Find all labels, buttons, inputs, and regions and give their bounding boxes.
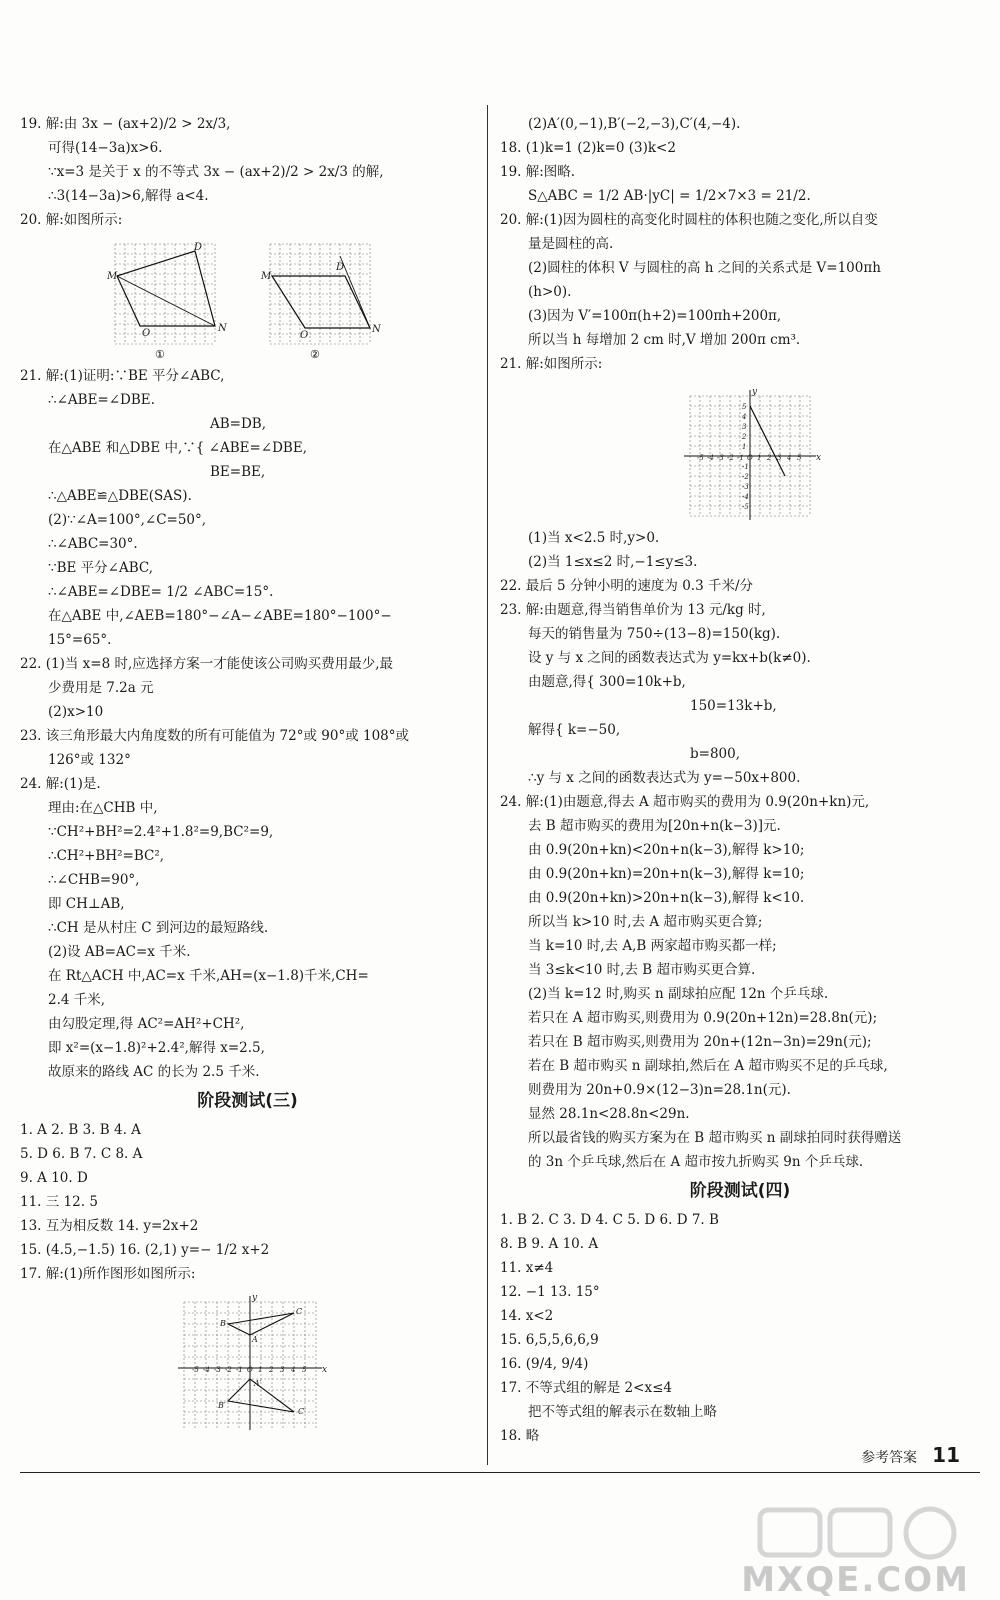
- answer-line: 由勾股定理,得 AC²=AH²+CH²,: [48, 1016, 245, 1032]
- answer-line: 即 CH⊥AB,: [48, 896, 125, 912]
- answer-line: ∴△ABE≌△DBE(SAS).: [48, 488, 192, 504]
- y-tick-label: -3: [742, 483, 749, 491]
- y-axis-label: y: [752, 387, 758, 397]
- answer-line: ∵CH²+BH²=2.4²+1.8²=9,BC²=9,: [48, 824, 274, 840]
- answer-line: ∴∠ABC=30°.: [48, 536, 138, 552]
- answer-line: 由 0.9(20n+kn)=20n+n(k−3),解得 k=10;: [528, 866, 805, 882]
- x-tick-label: 3: [280, 1366, 285, 1374]
- answer-line: 当 k=10 时,去 A,B 两家超市购买都一样;: [528, 938, 777, 954]
- y-tick-label: 3: [742, 423, 747, 431]
- point-label: B: [220, 1319, 226, 1328]
- x-tick-label: -1: [236, 1366, 243, 1374]
- answer-line: 5. D 6. B 7. C 8. A: [20, 1146, 143, 1162]
- answer-line: 17. 不等式组的解是 2<x≤4: [500, 1380, 672, 1396]
- answer-line: 24. 解:(1)由题意,得去 A 超市购买的费用为 0.9(20n+kn)元,: [500, 794, 870, 810]
- point-label: A′: [254, 1379, 262, 1388]
- answer-line: 显然 28.1n<28.8n<29n.: [528, 1106, 690, 1122]
- answer-line: 理由:在△CHB 中,: [48, 800, 158, 816]
- answer-line: 由 0.9(20n+kn)<20n+n(k−3),解得 k>10;: [528, 842, 805, 858]
- x-tick-label: 1: [757, 454, 762, 462]
- x-tick-label: -4: [707, 454, 714, 462]
- y-tick-label: -2: [742, 473, 749, 481]
- section-heading: 阶段测试(三): [197, 1091, 298, 1111]
- y-tick-label: -5: [742, 503, 749, 511]
- point-label: B′: [218, 1401, 226, 1410]
- x-tick-label: 4: [787, 454, 792, 462]
- answer-line: ∴y 与 x 之间的函数表达式为 y=−50x+800.: [528, 770, 801, 786]
- answer-line: b=800,: [690, 746, 741, 762]
- answer-line: 22. (1)当 x=8 时,应选择方案一才能使该公司购买费用最少,最: [20, 656, 394, 672]
- segment-dn-2: [340, 256, 370, 328]
- figure-q17-holder: [20, 1290, 475, 1436]
- answer-line: 1. B 2. C 3. D 4. C 5. D 6. D 7. B: [500, 1212, 719, 1228]
- parallelogram-1: [117, 251, 215, 326]
- answer-line: ∴∠CHB=90°,: [48, 872, 140, 888]
- column-divider: [487, 105, 488, 1465]
- figure-label: N: [218, 323, 227, 334]
- section-heading: 阶段测试(四): [689, 1181, 791, 1201]
- y-tick-label: 5: [742, 403, 747, 411]
- footer-rule: [20, 1472, 980, 1473]
- answer-line: 当 3≤k<10 时,去 B 超市购买更合算.: [528, 962, 756, 978]
- answer-line: 19. 解:图略.: [500, 164, 576, 180]
- answer-line: 24. 解:(1)是.: [20, 776, 101, 792]
- answer-line: 23. 解:由题意,得当销售单价为 13 元/kg 时,: [500, 602, 766, 618]
- answer-line: ∵BE 平分∠ABC,: [48, 560, 154, 576]
- answer-line: 17. 解:(1)所作图形如图所示:: [20, 1266, 196, 1282]
- answer-line: 126°或 132°: [48, 752, 131, 768]
- answer-line: 16. (9/4, 9/4): [500, 1356, 589, 1372]
- figure-label: O: [300, 330, 309, 341]
- page-number: 11: [932, 1443, 960, 1467]
- answer-line: AB=DB,: [210, 416, 267, 432]
- x-tick-label: -4: [203, 1366, 210, 1374]
- point-label: C: [296, 1307, 303, 1316]
- answer-line: 若只在 A 超市购买,则费用为 0.9(20n+12n)=28.8n(元);: [528, 1010, 878, 1026]
- answer-line: 11. 三 12. 5: [20, 1194, 98, 1210]
- answer-line: 18. 略: [500, 1428, 540, 1444]
- x-tick-label: -3: [214, 1366, 221, 1374]
- answer-line: 即 x²=(x−1.8)²+2.4²,解得 x=2.5,: [48, 1040, 265, 1056]
- figure-q20: [20, 236, 420, 361]
- answer-line: 若在 B 超市购买 n 副球拍,然后在 A 超市购买不足的乒乓球,: [528, 1058, 888, 1074]
- x-tick-label: -5: [192, 1366, 199, 1374]
- answer-line: 少费用是 7.2a 元: [48, 680, 154, 696]
- answer-line: 150=13k+b,: [690, 698, 777, 714]
- answer-line: 去 B 超市购买的费用为[20n+n(k−3)]元.: [528, 818, 781, 834]
- x-tick-label: -2: [225, 1366, 232, 1374]
- y-tick-label: -4: [742, 493, 749, 501]
- answer-line: 所以最省钱的购买方案为在 B 超市购买 n 副球拍同时获得赠送: [528, 1130, 902, 1146]
- answer-line: 量是圆柱的高.: [528, 236, 614, 252]
- figure-caption: ①: [155, 348, 165, 361]
- figure-q20-holder: [20, 236, 475, 364]
- answer-line: 20. 解:(1)因为圆柱的高变化时圆柱的体积也随之变化,所以自变: [500, 212, 878, 228]
- answer-line: (3)因为 V′=100π(h+2)=100πh+200π,: [528, 308, 782, 324]
- x-tick-label: O: [747, 454, 753, 462]
- x-tick-label: -3: [717, 454, 724, 462]
- figure-label: M: [107, 271, 118, 282]
- answer-line: (2)设 AB=AC=x 千米.: [48, 944, 191, 960]
- answer-line: 则费用为 20n+0.9×(12−3)n=28.1n(元).: [528, 1082, 791, 1098]
- x-tick-label: 5: [797, 454, 802, 462]
- answer-line: 由题意,得{ 300=10k+b,: [528, 674, 686, 690]
- answer-line: 在 Rt△ACH 中,AC=x 千米,AH=(x−1.8)千米,CH=: [48, 968, 369, 984]
- answer-line: 15. 6,5,5,6,6,9: [500, 1332, 599, 1348]
- y-tick-label: 2: [742, 433, 747, 441]
- answer-line: 每天的销售量为 750÷(13−8)=150(kg).: [528, 626, 781, 642]
- answer-line: 12. −1 13. 15°: [500, 1284, 600, 1300]
- answer-line: 18. (1)k=1 (2)k=0 (3)k<2: [500, 140, 676, 156]
- figure-label: N: [372, 324, 381, 335]
- x-axis-label: x: [816, 453, 822, 463]
- y-tick-label: -1: [742, 463, 749, 471]
- answer-line: 22. 最后 5 分钟小明的速度为 0.3 千米/分: [500, 578, 754, 594]
- answer-line: 设 y 与 x 之间的函数表达式为 y=kx+b(k≠0).: [528, 650, 811, 666]
- answer-line: 19. 解:由 3x − (ax+2)/2 > 2x/3,: [20, 116, 231, 132]
- answer-line: 1. A 2. B 3. B 4. A: [20, 1122, 141, 1138]
- answer-line: ∴∠ABE=∠DBE.: [48, 392, 155, 408]
- figure-q21-holder: [500, 380, 980, 526]
- answer-line: 21. 解:如图所示:: [500, 356, 603, 372]
- answer-line: 把不等式组的解表示在数轴上略: [528, 1404, 717, 1420]
- answer-line: 14. x<2: [500, 1308, 554, 1324]
- right-column: [500, 112, 980, 1448]
- x-axis-label: x: [322, 1365, 328, 1375]
- answer-line: (1)当 x<2.5 时,y>0.: [528, 530, 660, 546]
- answer-line: 解得{ k=−50,: [528, 722, 621, 738]
- answer-line: 21. 解:(1)证明:∵BE 平分∠ABC,: [20, 368, 225, 384]
- left-column: [20, 112, 475, 1436]
- y-tick-label: 1: [742, 443, 747, 451]
- x-tick-label: 2: [269, 1366, 274, 1374]
- answer-line: 所以当 h 每增加 2 cm 时,V 增加 200π cm³.: [528, 332, 801, 348]
- answer-line: BE=BE,: [210, 464, 266, 480]
- answer-line: 13. 互为相反数 14. y=2x+2: [20, 1218, 199, 1234]
- answer-line: 15°=65°.: [48, 632, 112, 648]
- point-label: A: [252, 1335, 258, 1344]
- answer-line: 11. x≠4: [500, 1260, 554, 1276]
- page-footer: [861, 1443, 960, 1467]
- answer-line: 的 3n 个乒乓球,然后在 A 超市按九折购买 9n 个乒乓球.: [528, 1154, 864, 1170]
- answer-line: (2)圆柱的体积 V 与圆柱的高 h 之间的关系式是 V=100πh: [528, 260, 881, 276]
- answer-line: (2)x>10: [48, 704, 104, 720]
- x-tick-label: 4: [291, 1366, 296, 1374]
- footer-label: 参考答案: [861, 1450, 918, 1466]
- x-tick-label: 3: [777, 454, 782, 462]
- x-tick-label: -1: [737, 454, 744, 462]
- figure-caption: ②: [310, 348, 320, 361]
- answer-line: ∴∠ABE=∠DBE= 1/2 ∠ABC=15°.: [48, 584, 274, 600]
- figure-q17: [20, 1290, 340, 1430]
- answer-line: 9. A 10. D: [20, 1170, 88, 1186]
- answer-line: 故原来的路线 AC 的长为 2.5 千米.: [48, 1064, 260, 1080]
- answer-line: 23. 该三角形最大内角度数的所有可能值为 72°或 90°或 108°或: [20, 728, 410, 744]
- answer-line: 20. 解:如图所示:: [20, 212, 123, 228]
- watermark-text: MXQE.COM: [741, 1560, 970, 1600]
- answer-line: S△ABC = 1/2 AB·|yC| = 1/2×7×3 = 21/2.: [528, 188, 811, 204]
- answer-line: (2)∵∠A=100°,∠C=50°,: [48, 512, 207, 528]
- figure-label: M: [261, 271, 272, 282]
- figure-q21: [540, 380, 840, 520]
- answer-line: (2)当 1≤x≤2 时,−1≤y≤3.: [528, 554, 698, 570]
- answer-line: 所以当 k>10 时,去 A 超市购买更合算;: [528, 914, 763, 930]
- answer-line: ∴3(14−3a)>6,解得 a<4.: [48, 188, 209, 204]
- answer-line: 若只在 B 超市购买,则费用为 20n+(12n−3n)=29n(元);: [528, 1034, 872, 1050]
- answer-line: ∴CH 是从村庄 C 到河边的最短路线.: [48, 920, 269, 936]
- x-tick-label: O: [247, 1366, 253, 1374]
- answer-line: (h>0).: [528, 284, 572, 300]
- answer-line: ∴CH²+BH²=BC²,: [48, 848, 165, 864]
- figure-label: O: [142, 328, 151, 339]
- answer-line: ∵x=3 是关于 x 的不等式 3x − (ax+2)/2 > 2x/3 的解,: [48, 164, 384, 180]
- point-label: C′: [298, 1407, 306, 1416]
- answer-line: 可得(14−3a)x>6.: [48, 140, 163, 156]
- x-tick-label: 5: [302, 1366, 307, 1374]
- y-axis-label: y: [252, 1293, 258, 1303]
- y-tick-label: 4: [742, 413, 747, 421]
- x-tick-label: 1: [258, 1366, 263, 1374]
- segment-mn-1: [117, 276, 215, 326]
- answer-line: 由 0.9(20n+kn)>20n+n(k−3),解得 k<10.: [528, 890, 805, 906]
- x-tick-label: -5: [697, 454, 704, 462]
- answer-line: 15. (4.5,−1.5) 16. (2,1) y=− 1/2 x+2: [20, 1242, 270, 1258]
- answer-line: 2.4 千米,: [48, 992, 106, 1008]
- x-tick-label: -2: [727, 454, 734, 462]
- answer-line: 在△ABE 中,∠AEB=180°−∠A−∠ABE=180°−100°−: [48, 608, 392, 624]
- answer-line: 8. B 9. A 10. A: [500, 1236, 599, 1252]
- figure-label: D: [194, 242, 203, 253]
- x-tick-label: 2: [767, 454, 772, 462]
- answer-line: 在△ABE 和△DBE 中,∵{ ∠ABE=∠DBE,: [48, 440, 307, 456]
- answer-line: (2)当 k=12 时,购买 n 副球拍应配 12n 个乒乓球.: [528, 986, 829, 1002]
- answer-line: (2)A′(0,−1),B′(−2,−3),C′(4,−4).: [528, 116, 741, 132]
- figure-label: D: [336, 262, 345, 273]
